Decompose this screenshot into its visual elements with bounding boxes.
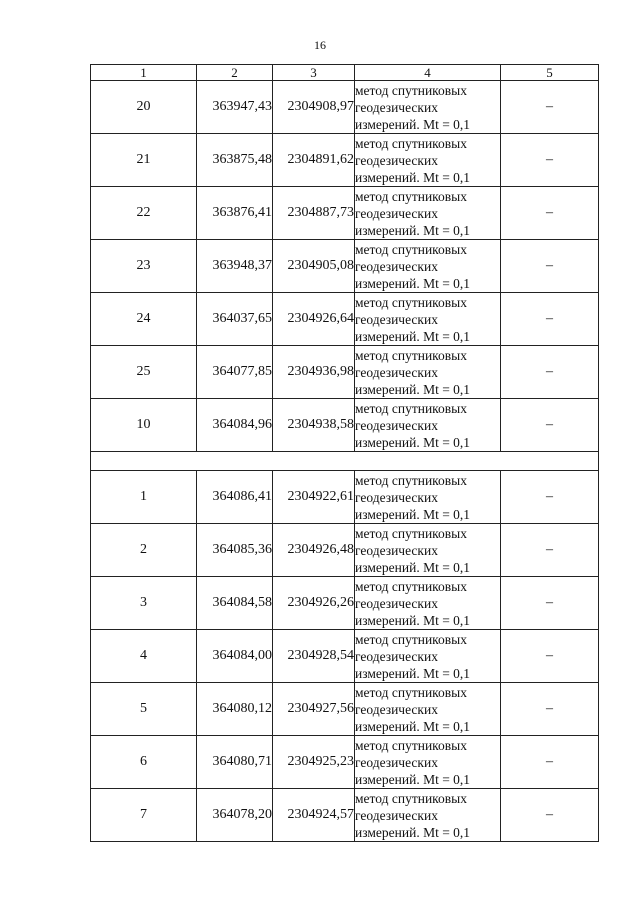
note-cell: – — [501, 293, 599, 346]
method-line: метод спутниковых — [355, 578, 467, 594]
note-cell: – — [501, 471, 599, 524]
table-row — [91, 630, 599, 683]
y-coordinate-cell: 2304924,57 — [273, 789, 355, 842]
method-line: измерений. Mt = 0,1 — [355, 771, 471, 787]
x-coordinate-cell: 364078,20 — [197, 789, 273, 842]
y-coordinate-cell: 2304936,98 — [273, 346, 355, 399]
y-coordinate-cell: 2304908,97 — [273, 81, 355, 134]
y-coordinate-cell: 2304926,64 — [273, 293, 355, 346]
y-coordinate-cell: 2304925,23 — [273, 736, 355, 789]
method-line: измерений. Mt = 0,1 — [355, 612, 471, 628]
method-line: метод спутниковых — [355, 82, 467, 98]
table-row — [91, 293, 599, 346]
method-cell — [355, 187, 501, 240]
method-line: метод спутниковых — [355, 684, 467, 700]
note-cell: – — [501, 240, 599, 293]
point-number-cell: 25 — [91, 346, 197, 399]
method-line: геодезических — [355, 364, 438, 380]
table-row — [91, 577, 599, 630]
method-line: метод спутниковых — [355, 525, 467, 541]
method-cell — [355, 399, 501, 452]
y-coordinate-cell: 2304927,56 — [273, 683, 355, 736]
point-number-cell: 21 — [91, 134, 197, 187]
method-cell — [355, 736, 501, 789]
note-cell: – — [501, 134, 599, 187]
table-row — [91, 736, 599, 789]
method-line: геодезических — [355, 258, 438, 274]
method-line: геодезических — [355, 417, 438, 433]
table-row — [91, 789, 599, 842]
x-coordinate-cell: 363947,43 — [197, 81, 273, 134]
point-number-cell: 4 — [91, 630, 197, 683]
table-row — [91, 134, 599, 187]
method-line: измерений. Mt = 0,1 — [355, 665, 471, 681]
y-coordinate-cell: 2304887,73 — [273, 187, 355, 240]
method-line: геодезических — [355, 754, 438, 770]
x-coordinate-cell: 364085,36 — [197, 524, 273, 577]
method-line: метод спутниковых — [355, 737, 467, 753]
point-number-cell: 6 — [91, 736, 197, 789]
method-line: измерений. Mt = 0,1 — [355, 275, 471, 291]
separator-cell — [91, 452, 599, 471]
table-row — [91, 399, 599, 452]
header-col-1: 1 — [91, 65, 197, 81]
header-col-3: 3 — [273, 65, 355, 81]
method-line: метод спутниковых — [355, 135, 467, 151]
note-cell: – — [501, 630, 599, 683]
method-cell — [355, 81, 501, 134]
header-col-5: 5 — [501, 65, 599, 81]
x-coordinate-cell: 363876,41 — [197, 187, 273, 240]
x-coordinate-cell: 363948,37 — [197, 240, 273, 293]
table-row — [91, 683, 599, 736]
header-col-2: 2 — [197, 65, 273, 81]
y-coordinate-cell: 2304905,08 — [273, 240, 355, 293]
method-line: измерений. Mt = 0,1 — [355, 328, 471, 344]
note-cell: – — [501, 789, 599, 842]
method-line: метод спутниковых — [355, 631, 467, 647]
coordinates-table — [90, 64, 599, 842]
method-line: геодезических — [355, 489, 438, 505]
method-cell — [355, 630, 501, 683]
header-col-4: 4 — [355, 65, 501, 81]
method-line: измерений. Mt = 0,1 — [355, 116, 471, 132]
y-coordinate-cell: 2304922,61 — [273, 471, 355, 524]
method-cell — [355, 789, 501, 842]
x-coordinate-cell: 364086,41 — [197, 471, 273, 524]
method-line: метод спутниковых — [355, 294, 467, 310]
method-line: метод спутниковых — [355, 472, 467, 488]
note-cell: – — [501, 736, 599, 789]
x-coordinate-cell: 364084,96 — [197, 399, 273, 452]
method-cell — [355, 683, 501, 736]
method-line: метод спутниковых — [355, 347, 467, 363]
point-number-cell: 24 — [91, 293, 197, 346]
method-line: геодезических — [355, 648, 438, 664]
method-line: метод спутниковых — [355, 188, 467, 204]
table-row — [91, 346, 599, 399]
table-body-group-2 — [91, 471, 599, 842]
point-number-cell: 5 — [91, 683, 197, 736]
header-row — [91, 65, 599, 81]
method-line: измерений. Mt = 0,1 — [355, 559, 471, 575]
point-number-cell: 23 — [91, 240, 197, 293]
method-line: измерений. Mt = 0,1 — [355, 169, 471, 185]
method-line: геодезических — [355, 542, 438, 558]
point-number-cell: 1 — [91, 471, 197, 524]
note-cell: – — [501, 346, 599, 399]
method-line: геодезических — [355, 595, 438, 611]
y-coordinate-cell: 2304938,58 — [273, 399, 355, 452]
method-cell — [355, 346, 501, 399]
y-coordinate-cell: 2304891,62 — [273, 134, 355, 187]
method-line: измерений. Mt = 0,1 — [355, 506, 471, 522]
table-row — [91, 471, 599, 524]
method-line: геодезических — [355, 311, 438, 327]
method-line: измерений. Mt = 0,1 — [355, 222, 471, 238]
y-coordinate-cell: 2304926,26 — [273, 577, 355, 630]
method-line: измерений. Mt = 0,1 — [355, 434, 471, 450]
method-cell — [355, 577, 501, 630]
note-cell: – — [501, 399, 599, 452]
method-line: измерений. Mt = 0,1 — [355, 718, 471, 734]
note-cell: – — [501, 81, 599, 134]
method-line: метод спутниковых — [355, 241, 467, 257]
method-cell — [355, 524, 501, 577]
y-coordinate-cell: 2304926,48 — [273, 524, 355, 577]
separator-row — [91, 452, 599, 471]
table-row — [91, 240, 599, 293]
method-line: метод спутниковых — [355, 400, 467, 416]
method-line: геодезических — [355, 205, 438, 221]
x-coordinate-cell: 364084,00 — [197, 630, 273, 683]
x-coordinate-cell: 364077,85 — [197, 346, 273, 399]
note-cell: – — [501, 524, 599, 577]
point-number-cell: 22 — [91, 187, 197, 240]
method-line: метод спутниковых — [355, 790, 467, 806]
point-number-cell: 10 — [91, 399, 197, 452]
note-cell: – — [501, 187, 599, 240]
point-number-cell: 20 — [91, 81, 197, 134]
table-body-group-1 — [91, 81, 599, 452]
method-line: геодезических — [355, 701, 438, 717]
point-number-cell: 2 — [91, 524, 197, 577]
method-cell — [355, 471, 501, 524]
method-line: геодезических — [355, 807, 438, 823]
method-line: геодезических — [355, 99, 438, 115]
method-line: измерений. Mt = 0,1 — [355, 824, 471, 840]
x-coordinate-cell: 364080,71 — [197, 736, 273, 789]
x-coordinate-cell: 364080,12 — [197, 683, 273, 736]
table-row — [91, 524, 599, 577]
note-cell: – — [501, 577, 599, 630]
point-number-cell: 7 — [91, 789, 197, 842]
method-cell — [355, 134, 501, 187]
table-row — [91, 187, 599, 240]
x-coordinate-cell: 363875,48 — [197, 134, 273, 187]
method-cell — [355, 293, 501, 346]
note-cell: – — [501, 683, 599, 736]
point-number-cell: 3 — [91, 577, 197, 630]
x-coordinate-cell: 364084,58 — [197, 577, 273, 630]
page-number: 16 — [314, 38, 326, 52]
method-cell — [355, 240, 501, 293]
method-line: геодезических — [355, 152, 438, 168]
method-line: измерений. Mt = 0,1 — [355, 381, 471, 397]
y-coordinate-cell: 2304928,54 — [273, 630, 355, 683]
table-separator — [91, 452, 599, 471]
x-coordinate-cell: 364037,65 — [197, 293, 273, 346]
table-row — [91, 81, 599, 134]
